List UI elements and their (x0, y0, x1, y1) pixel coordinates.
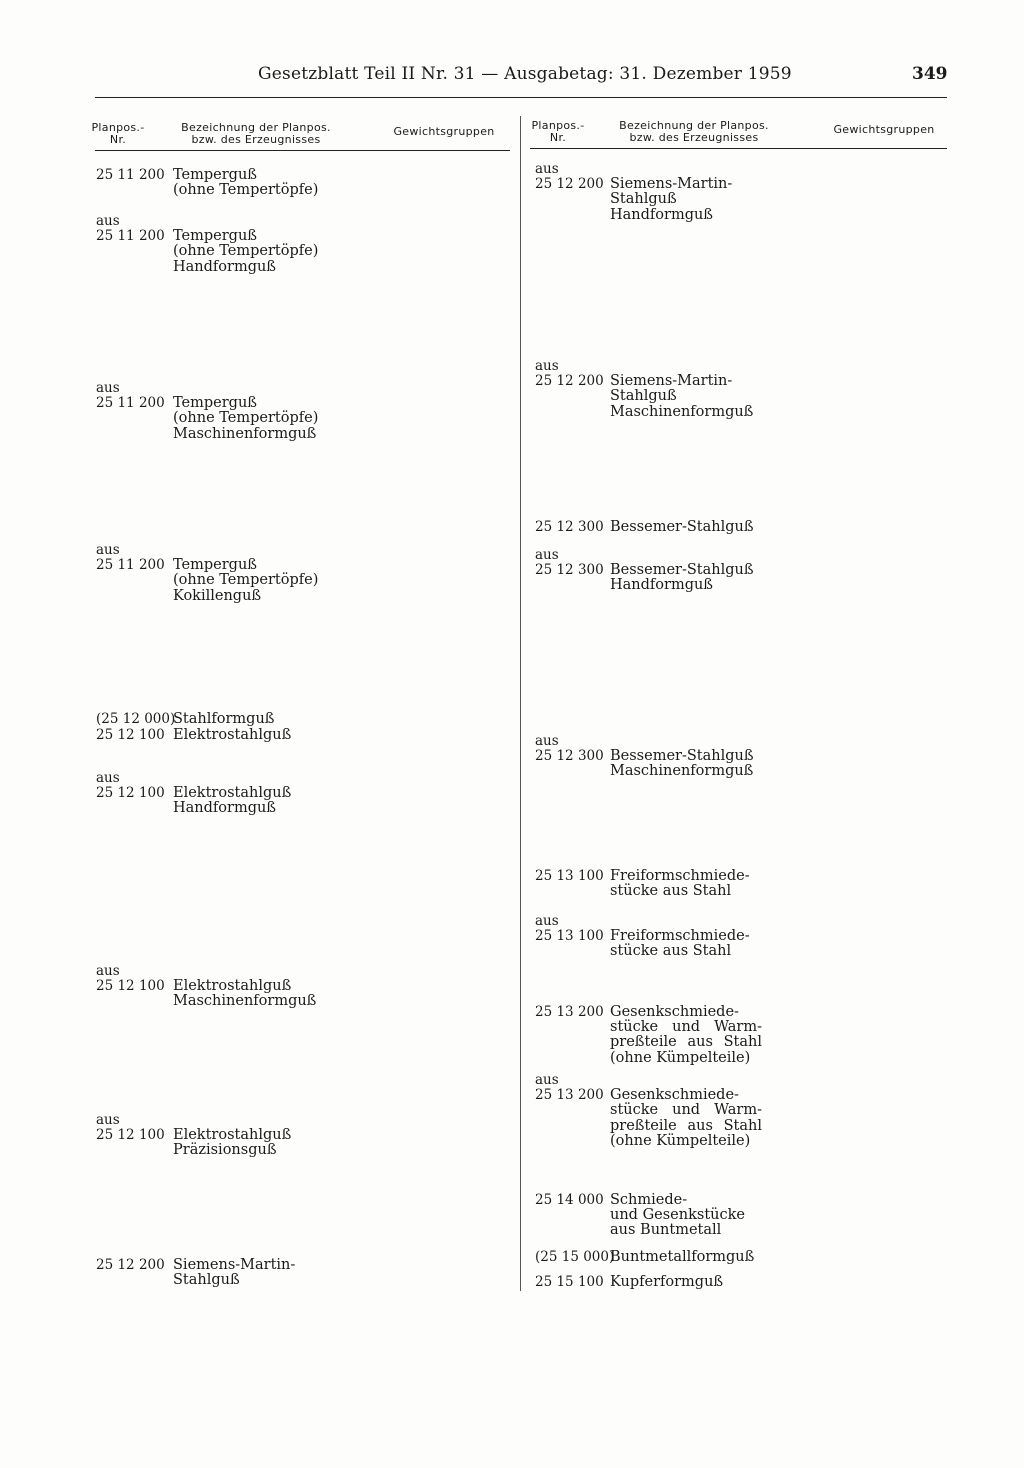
planpos-number: 25 12 300 (535, 519, 604, 535)
planpos-number: 25 12 200 (535, 176, 604, 193)
designation-line: Temperguß (173, 395, 257, 412)
designation-line: Elektrostahlguß (173, 978, 292, 995)
aus-label: aus (535, 161, 559, 177)
item-designation (173, 558, 318, 604)
item-designation (173, 396, 318, 442)
item-designation (610, 563, 754, 593)
designation-line: Elektrostahlguß (173, 727, 292, 743)
designation-line: Bessemer-Stahlguß (610, 519, 754, 535)
planpos-number: (25 15 000) (535, 1249, 615, 1265)
designation-line: Temperguß (173, 557, 257, 574)
colhead-nr-line1: Planpos.- (91, 121, 145, 134)
designation-line: stücke aus Stahl (610, 943, 732, 960)
designation-line: aus Buntmetall (610, 1222, 722, 1239)
designation-line: Stahlguß (610, 388, 677, 405)
designation-line: Handformguß (610, 206, 713, 223)
item-designation (173, 712, 274, 727)
aus-label: aus (96, 213, 120, 229)
planpos-number: (25 12 000) (96, 711, 176, 727)
item-designation (173, 786, 291, 816)
aus-label: aus (96, 770, 120, 786)
designation-line: Maschinenformguß (610, 763, 754, 780)
designation-line: Gesenkschmiede- (610, 1004, 739, 1020)
item-designation (173, 229, 318, 275)
planpos-number: 25 12 300 (535, 562, 604, 579)
item-designation (610, 374, 753, 420)
designation-line: (ohne Kümpelteile) (610, 1049, 751, 1066)
left-colhead-nr (88, 122, 148, 146)
planpos-number: 25 12 100 (96, 1127, 165, 1144)
designation-line: (ohne Kümpelteile) (610, 1132, 751, 1149)
designation-line: Maschinenformguß (173, 993, 317, 1010)
aus-label: aus (96, 1112, 120, 1128)
page-number: 349 (912, 64, 948, 84)
designation-line: Handformguß (173, 800, 276, 817)
designation-line: (ohne Tempertöpfe) (173, 572, 319, 589)
designation-line: Kupferformguß (610, 1274, 724, 1290)
planpos-number: 25 12 100 (96, 978, 165, 995)
item-designation (173, 1258, 295, 1288)
planpos-number: 25 12 300 (535, 748, 604, 765)
item-designation (173, 1128, 291, 1158)
left-colhead-bezeichnung (166, 122, 346, 146)
aus-label: aus (535, 1072, 559, 1088)
colhead-nr-line2: Nr. (109, 133, 127, 146)
designation-line: preßteile aus Stahl (610, 1034, 762, 1051)
right-colhead-nr (528, 120, 588, 144)
designation-line: Handformguß (610, 577, 713, 594)
planpos-number: 25 12 200 (96, 1257, 165, 1273)
aus-label: aus (535, 358, 559, 374)
designation-line: Präzisionsguß (173, 1142, 277, 1159)
planpos-number: 25 14 000 (535, 1192, 604, 1208)
planpos-number: 25 15 100 (535, 1274, 604, 1290)
designation-line: (ohne Tempertöpfe) (173, 182, 319, 199)
designation-line: Temperguß (173, 228, 257, 245)
planpos-number: 25 12 200 (535, 373, 604, 390)
right-colhead-gewicht: Gewichtsgruppen (833, 123, 935, 136)
designation-line: Stahlguß (173, 1272, 240, 1289)
aus-label: aus (535, 913, 559, 929)
designation-line: Bessemer-Stahlguß (610, 562, 754, 579)
colhead-bez-line2: bzw. des Erzeugnisses (629, 131, 759, 144)
item-designation (610, 1275, 723, 1290)
item-designation (610, 1005, 762, 1066)
colhead-nr-line2: Nr. (549, 131, 567, 144)
header-rule (95, 97, 947, 98)
designation-line: stücke und Warm- (610, 1019, 762, 1036)
designation-line: Siemens-Martin- (610, 176, 733, 193)
colhead-bez-line2: bzw. des Erzeugnisses (191, 133, 321, 146)
column-divider (520, 116, 521, 1291)
planpos-number: 25 11 200 (96, 395, 165, 412)
designation-line: Handformguß (173, 258, 276, 275)
item-designation (610, 869, 750, 899)
item-designation (610, 929, 750, 959)
left-colhead-gewicht: Gewichtsgruppen (393, 125, 495, 138)
planpos-number: 25 11 200 (96, 228, 165, 245)
right-colhead-rule (530, 148, 947, 149)
aus-label: aus (96, 380, 120, 396)
item-designation (173, 168, 318, 198)
item-designation (610, 1088, 762, 1149)
designation-line: (ohne Tempertöpfe) (173, 410, 319, 427)
planpos-number: 25 11 200 (96, 167, 165, 183)
planpos-number: 25 11 200 (96, 557, 165, 574)
designation-line: und Gesenkstücke (610, 1207, 745, 1224)
planpos-number: 25 13 100 (535, 928, 604, 945)
designation-line: Siemens-Martin- (173, 1257, 296, 1273)
designation-line: Buntmetallformguß (610, 1249, 755, 1265)
header-title: Gesetzblatt Teil II Nr. 31 — Ausgabetag: 31. Dezember 1959 (258, 64, 792, 84)
designation-line: Temperguß (173, 167, 257, 183)
colhead-nr-line1: Planpos.- (531, 119, 585, 132)
item-designation (610, 749, 754, 779)
designation-line: Stahlformguß (173, 711, 275, 727)
planpos-number: 25 13 100 (535, 868, 604, 884)
aus-label: aus (96, 542, 120, 558)
designation-line: Freiformschmiede- (610, 868, 750, 884)
colhead-bez-line1: Bezeichnung der Planpos. (181, 121, 331, 134)
designation-line: Schmiede- (610, 1192, 688, 1208)
designation-line: Maschinenformguß (173, 425, 317, 442)
colhead-bez-line1: Bezeichnung der Planpos. (619, 119, 769, 132)
designation-line: Elektrostahlguß (173, 1127, 292, 1144)
planpos-number: 25 13 200 (535, 1087, 604, 1104)
left-colhead-rule (95, 150, 510, 151)
item-designation (610, 520, 754, 535)
designation-line: Kokillenguß (173, 587, 262, 604)
designation-line: Stahlguß (610, 191, 677, 208)
planpos-number: 25 12 100 (96, 785, 165, 802)
designation-line: preßteile aus Stahl (610, 1117, 762, 1134)
designation-line: (ohne Tempertöpfe) (173, 243, 319, 260)
designation-line: stücke und Warm- (610, 1102, 762, 1119)
designation-line: Maschinenformguß (610, 403, 754, 420)
aus-label: aus (535, 733, 559, 749)
aus-label: aus (96, 963, 120, 979)
item-designation (173, 979, 316, 1009)
designation-line: Elektrostahlguß (173, 785, 292, 802)
designation-line: Gesenkschmiede- (610, 1087, 739, 1104)
right-colhead-bezeichnung (604, 120, 784, 144)
designation-line: stücke aus Stahl (610, 883, 732, 900)
designation-line: Bessemer-Stahlguß (610, 748, 754, 765)
aus-label: aus (535, 547, 559, 563)
designation-line: Siemens-Martin- (610, 373, 733, 390)
planpos-number: 25 13 200 (535, 1004, 604, 1020)
planpos-number: 25 12 100 (96, 727, 165, 743)
designation-line: Freiformschmiede- (610, 928, 750, 945)
item-designation (610, 1193, 745, 1239)
item-designation (610, 1250, 754, 1265)
item-designation (610, 177, 732, 223)
item-designation (173, 728, 291, 743)
